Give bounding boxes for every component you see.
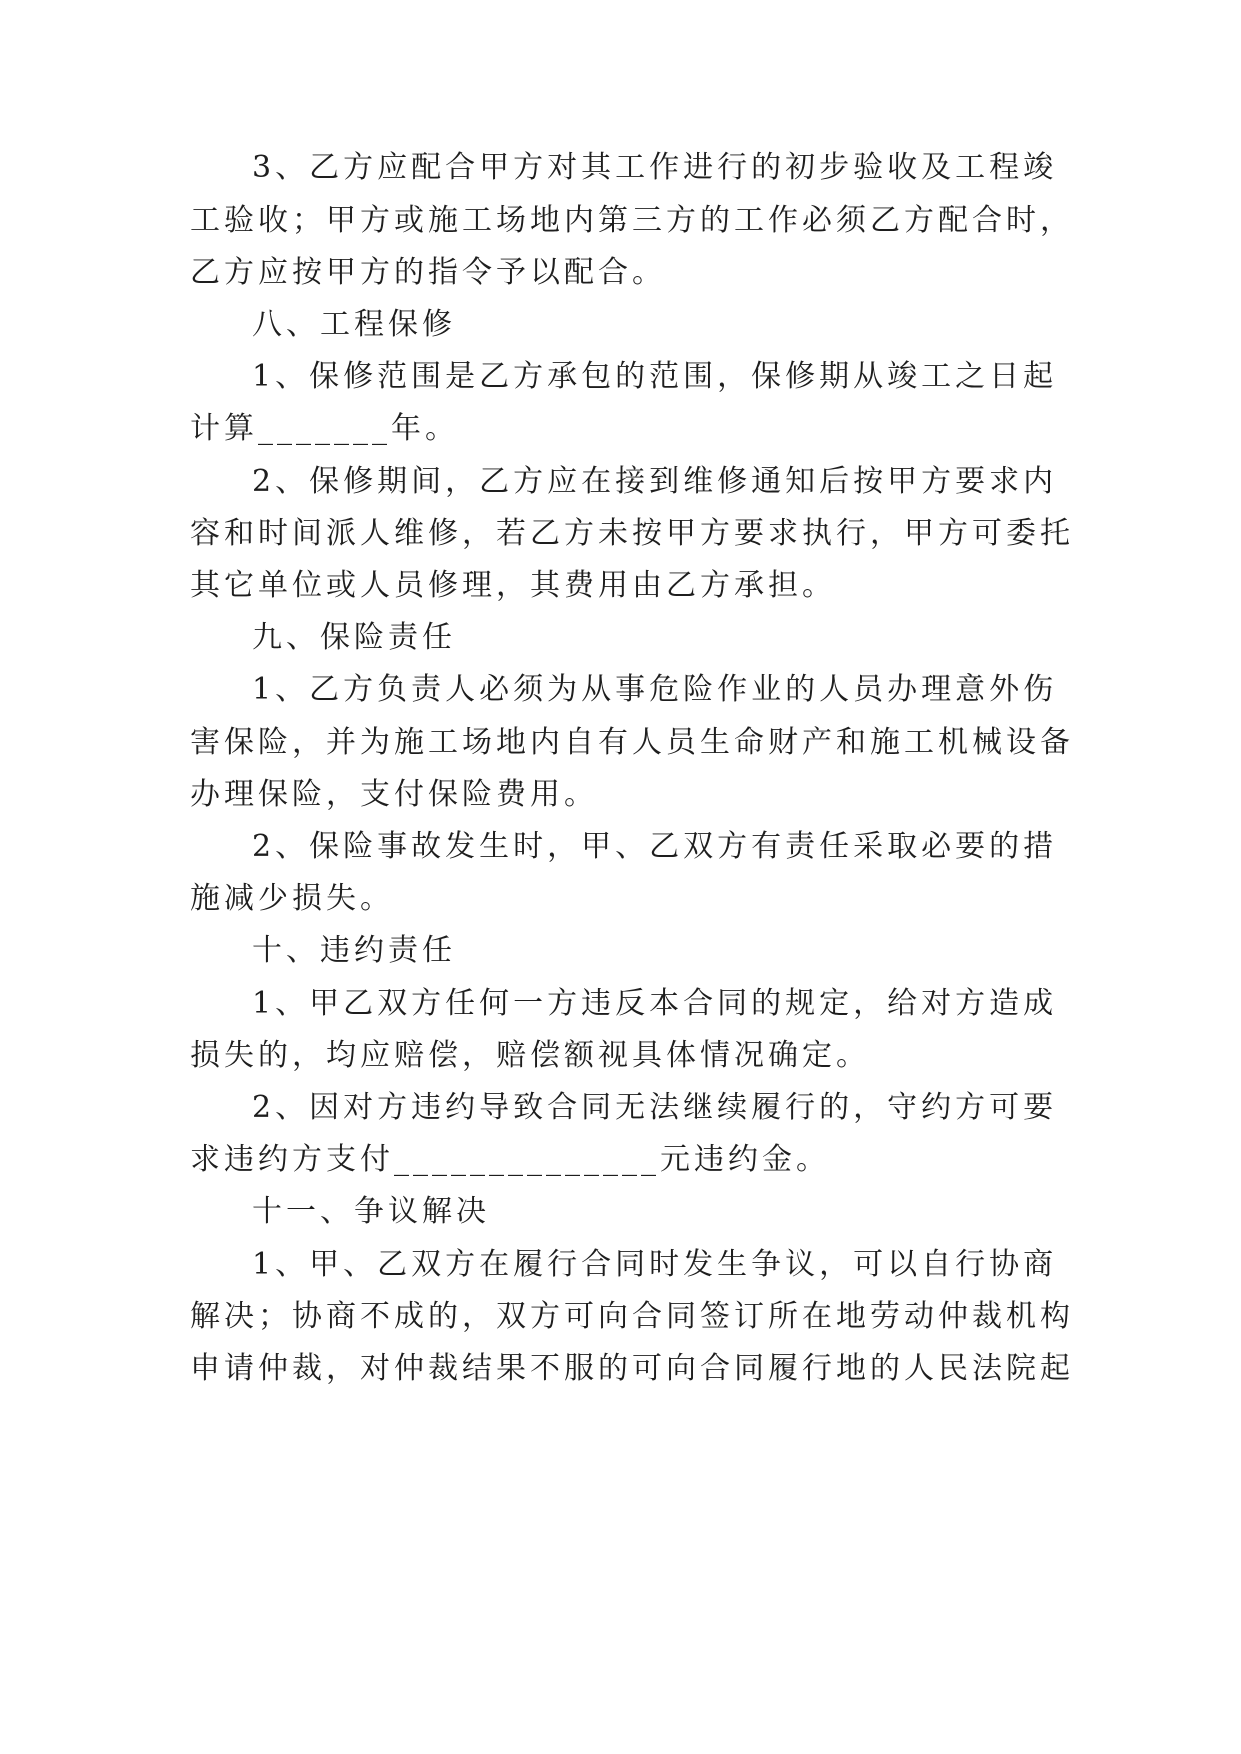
clause-11-1-line-2: 解决；协商不成的，双方可向合同签订所在地劳动仲裁机构 (190, 1299, 1074, 1334)
clause-8-2-line-1: 2、保修期间，乙方应在接到维修通知后按甲方要求内 (252, 464, 1058, 499)
clause-7-3-line-2: 工验收；甲方或施工场地内第三方的工作必须乙方配合时， (190, 203, 1074, 238)
clause-8-2-line-2: 容和时间派人维修，若乙方未按甲方要求执行，甲方可委托 (190, 516, 1074, 551)
clause-9-1-line-3: 办理保险，支付保险费用。 (190, 777, 598, 812)
clause-9-1-line-2: 害保险，并为施工场地内自有人员生命财产和施工机械设备 (190, 725, 1074, 760)
clause-10-2-line-1: 2、因对方违约导致合同无法继续履行的，守约方可要 (252, 1090, 1058, 1125)
clause-10-1-line-2: 损失的，均应赔偿，赔偿额视具体情况确定。 (190, 1038, 870, 1073)
clause-8-1-line-2: 计算_______年。 (190, 411, 459, 446)
section-11-heading: 十一、争议解决 (252, 1194, 490, 1229)
clause-10-1-line-1: 1、甲乙双方任何一方违反本合同的规定，给对方造成 (252, 986, 1058, 1021)
clause-7-3-line-3: 乙方应按甲方的指令予以配合。 (190, 255, 666, 290)
clause-8-2-line-3: 其它单位或人员修理，其费用由乙方承担。 (190, 568, 836, 603)
clause-7-3-line-1: 3、乙方应配合甲方对其工作进行的初步验收及工程竣 (252, 150, 1058, 185)
clause-10-2-line-2: 求违约方支付______________元违约金。 (190, 1142, 830, 1177)
clause-11-1-line-1: 1、甲、乙双方在履行合同时发生争议，可以自行协商 (252, 1247, 1058, 1282)
clause-9-2-line-2: 施减少损失。 (190, 881, 394, 916)
clause-9-2-line-1: 2、保险事故发生时，甲、乙双方有责任采取必要的措 (252, 829, 1058, 864)
section-8-heading: 八、工程保修 (252, 307, 456, 342)
clause-9-1-line-1: 1、乙方负责人必须为从事危险作业的人员办理意外伤 (252, 672, 1058, 707)
section-9-heading: 九、保险责任 (252, 620, 456, 655)
section-10-heading: 十、违约责任 (252, 933, 456, 968)
clause-8-1-line-1: 1、保修范围是乙方承包的范围，保修期从竣工之日起 (252, 359, 1058, 394)
clause-11-1-line-3: 申请仲裁，对仲裁结果不服的可向合同履行地的人民法院起 (190, 1351, 1074, 1386)
